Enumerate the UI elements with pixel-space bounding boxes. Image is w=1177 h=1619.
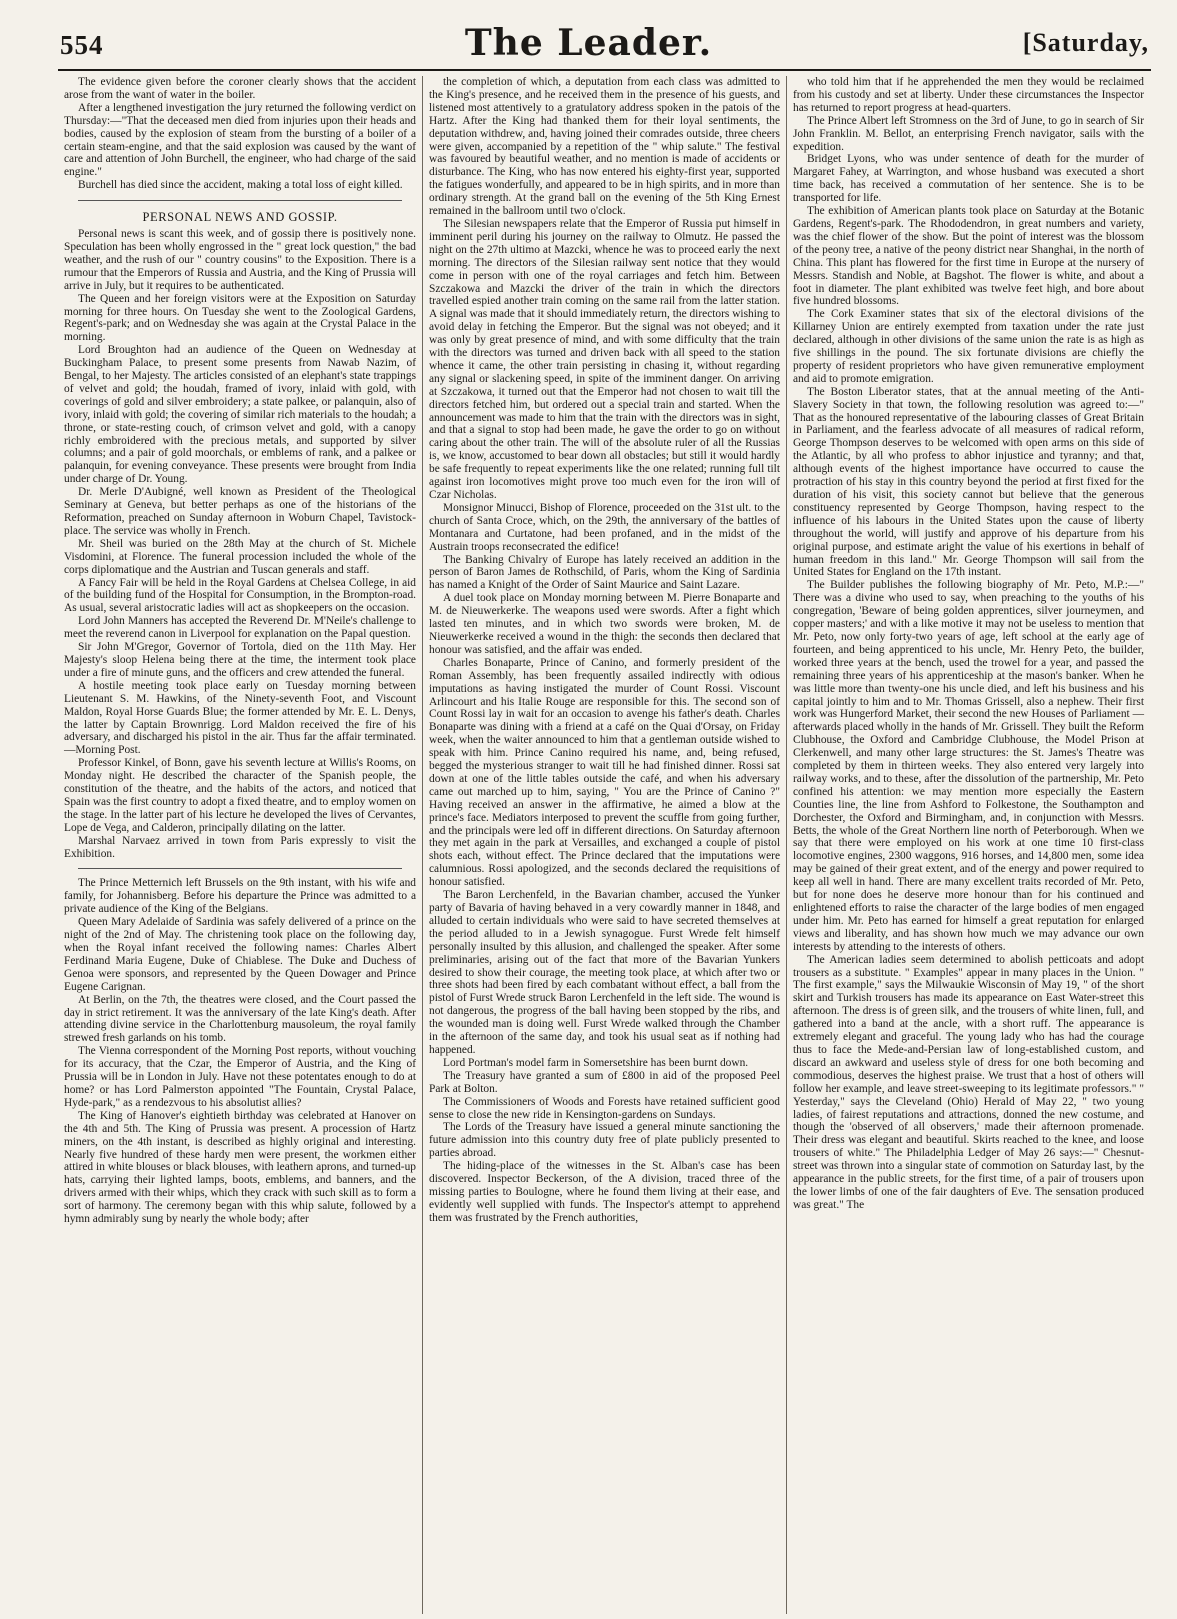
- article-paragraph: The evidence given before the coroner clearly shows that the accident arose from the want of water in the boiler.: [64, 76, 416, 101]
- article-paragraph: Queen Mary Adelaide of Sardinia was safely delivered of a prince on the night of the 2nd of May. The christening took place on the following day, when the Royal infant received the following names: Charles Albert Ferdinand Maria Eugene, Duke of Chiablese. The Duke and Duchess of Genoa were sponsors, and represented by the Queen Dowager and Prince Eugene Carignan.: [64, 916, 416, 993]
- section-divider: [78, 200, 402, 201]
- page-number: 554: [60, 30, 104, 60]
- article-paragraph: Mr. Sheil was buried on the 28th May at the church of St. Michele Visdomini, at Florence. The funeral procession included the whole of the corps diplomatique and the Austrian and Tuscan generals and staff.: [64, 537, 416, 576]
- article-paragraph: Lord Portman's model farm in Somersetshire has been burnt down.: [443, 1056, 749, 1069]
- article-paragraph: The Prince Albert left Stromness on the 3rd of June, to go in search of Sir John Franklin. M. Bellot, an enterprising French navigator, sails with the expedition.: [793, 114, 1144, 153]
- column-2: [422, 76, 786, 1614]
- article-paragraph: Lord John Manners has accepted the Reverend Dr. M'Neile's challenge to meet the reverend canon in Liverpool for explanation on the Papal question.: [64, 615, 416, 641]
- article-paragraph: The hiding-place of the witnesses in the St. Alban's case has been discovered. Inspector Beckerson, of the A division, traced three of the missing parties to Boulogne, where he found them living at their ease, and evidently well supplied with funds. The Inspector's attempt to apprehend them was frustrated by the French authorities,: [429, 1160, 780, 1224]
- article-paragraph: The Silesian newspapers relate that the Emperor of Russia put himself in imminent peril during his journey on the railway to Olmutz. He passed the night on the 27th ultimo at Mazcki, whence he was to proceed early the next morning. The directors of the Silesian railway sent notice that they would come in person with one of the royal carriages and fetch him. Between Szczakowa and Mazcki the driver of the train in which the directors travelled espied another train coming on the same rail from the latter station. A signal was made that it should immediately return, the directors wishing to avoid delay in fetching the Emperor. But the signal was not obeyed; and it was only by great presence of mind, and with some difficulty that the train with the directors was turned and driven back with all speed to the station whence it came, the other train persisting in chasing it, without regarding any signal or slackening speed, in spite of the imminent danger. On arriving at Szczakowa, it turned out that the Emperor had not chosen to wait till the directors fetched him, but ordered out a special train and started. When the announcement was made to him that the train with the directors was in sight, and that a signal to stop had been made, he gave the order to go on without caring about the other train. The will of the absolute ruler of all the Russias is, we know, accustomed to bear down all obstacles; but still it would hardly be safe frequently to repeat experiments like the one related; running full tilt against iron locomotives might prove too much even for the iron will of Czar Nicholas.: [429, 217, 780, 501]
- article-paragraph: The Builder publishes the following biography of Mr. Peto, M.P.:—" There was a divine who used to say, when preaching to the youths of his congregation, 'Beware of being golden apprentices, silver journeymen, and copper masters;' and with a like motive it may not be useless to mention that Mr. Peto, now only forty-two years of age, left school at the early age of fourteen, and being apprenticed to his uncle, Mr. Henry Peto, the builder, worked three years at the bench, used the trowel for a year, and passed the remaining three years of his apprenticeship at the mason's banker. When he was little more than twenty-one his uncle died, and left his business and his capital jointly to him and to Mr. Thomas Grissell, also a nephew. Their first work was Hungerford Market, their second the new Houses of Parliament —afterwards placed wholly in the hands of Mr. Grissell. They built the Reform Clubhouse, the Oxford and Cambridge Clubhouse, the Model Prison at Clerkenwell, and many other large structures: the St. James's Theatre was completed by them in thirteen weeks. They also entered very largely into railway works, and to these, after the dissolution of the partnership, Mr. Peto confined his attention: we may mention more especially the Eastern Counties line, the line from Ashford to Folkestone, the Southampton and Dorchester, the Oxford and Birmingham, and, in conjunction with Messrs. Betts, the whole of the Great Northern line north of Peterborough. When we say that there were employed on his work at one time 10 first-class locomotive engines, 2300 waggons, 916 horses, and 14,800 men, some idea may be gained of their great extent, and of the energy and power required to keep all well in hand. There are many excellent traits recorded of Mr. Peto, but for none does he deserve more honour than for his continued and enlightened efforts to raise the character of the large bodies of men engaged under him. Mr. Peto has earned for himself a great reputation for enlarged views and liberality, and has shown how much we may advance our own interests by attending to the interests of others.: [793, 579, 1144, 953]
- article-paragraph: who told him that if he apprehended the men they would be reclaimed from his custody and set at liberty. Under these circumstances the Inspector has returned to report progress at head-quarters.: [793, 76, 1144, 114]
- article-columns: [58, 76, 1151, 1614]
- article-paragraph: Dr. Merle D'Aubigné, well known as President of the Theological Seminary at Geneva, but better perhaps as one of the historians of the Reformation, preached on Sunday afternoon in Woburn Chapel, Tavistock-place. The service was wholly in French.: [64, 486, 416, 537]
- masthead: [0, 0, 1177, 66]
- article-paragraph: Professor Kinkel, of Bonn, gave his seventh lecture at Willis's Rooms, on Monday night. He described the character of the Spanish people, the constitution of the theatre, and the habits of the actors, and noticed that Spain was the first country to adopt a fixed theatre, and to employ women on the stage. In the latter part of his lecture he developed the lives of Cervantes, Lope de Vega, and Calderon, principally dilating on the latter.: [64, 757, 416, 834]
- article-paragraph: A hostile meeting took place early on Tuesday morning between Lieutenant S. M. Hawkins, of the Ninety-seventh Foot, and Viscount Maldon, Royal Horse Guards Blue; the former attended by Mr. E. L. Denys, the latter by Captain Brownrigg. Lord Maldon received the fire of his adversary, and discharged his pistol in the air. Thus far the affair terminated.—Morning Post.: [64, 679, 416, 757]
- column-1: [58, 76, 422, 1614]
- article-paragraph: Lord Broughton had an audience of the Queen on Wednesday at Buckingham Palace, to present some presents from Nawab Nazim, of Bengal, to her Majesty. The articles consisted of an elephant's state trappings of velvet and gold; the houdah, framed of ivory, inlaid with gold, with coverings of gold and silver embroidery; a state palkee, or palanquin, also of ivory, inlaid with gold; the covering of similar rich materials to the houdah; a throne, or state-resting couch, of crimson velvet and gold, with a canopy richly embroidered with the precious metals, and supported by silver columns; and a pair of gold moorchals, or emblems of rank, and a palkee or palanquin, for evening conveyance. These presents were brought from India under charge of Dr. Young.: [64, 344, 416, 486]
- article-paragraph: The King of Hanover's eightieth birthday was celebrated at Hanover on the 4th and 5th. The King of Prussia was present. A procession of Hartz miners, on the 4th instant, is described as highly original and interesting. Nearly five hundred of these hardy men were present, the workmen either attired in white blouses or black blouses, with leathern aprons, and turned-up hats, carrying their lighted lamps, boots, emblems, and banners, and the drivers armed with their whips, which they crack with such skill as to form a sort of harmony. The ceremony began with this whip salute, followed by a hymn admirably sung by nearly the whole body; after: [64, 1109, 416, 1226]
- article-paragraph: The Lords of the Treasury have issued a general minute sanctioning the future admission into this country duty free of plate publicly presented to parties abroad.: [429, 1121, 780, 1160]
- column-3: [786, 76, 1150, 1614]
- section-heading: PERSONAL NEWS AND GOSSIP.: [142, 210, 338, 225]
- article-paragraph: A Fancy Fair will be held in the Royal Gardens at Chelsea College, in aid of the building fund of the Hospital for Consumption, in the Brompton-road. As usual, several aristocratic ladies will act as shopkeepers on the occasion.: [64, 576, 416, 615]
- issue-day: [Saturday,: [1022, 28, 1149, 57]
- article-paragraph: The Treasury have granted a sum of £800 in aid of the proposed Peel Park at Bolton.: [429, 1069, 780, 1095]
- article-paragraph: The Banking Chivalry of Europe has lately received an addition in the person of Baron James de Rothschild, of Paris, whom the King of Sardinia has named a Knight of the Order of Saint Maurice and Saint Lazare.: [429, 553, 780, 592]
- article-paragraph: The Vienna correspondent of the Morning Post reports, without vouching for its accuracy, that the Czar, the Emperor of Austria, and the King of Prussia will be in London in July. Have not these potentates enough to do at home? or has Lord Palmerston appointed "The Fountain, Crystal Palace, Hyde-park," as a rendezvous to his absolutist allies?: [64, 1045, 416, 1109]
- article-paragraph: The Commissioners of Woods and Forests have retained sufficient good sense to close the new ride in Kensington-gardens on Sundays.: [429, 1095, 780, 1121]
- article-paragraph: Marshal Narvaez arrived in town from Paris expressly to visit the Exhibition.: [64, 834, 416, 860]
- article-paragraph: A duel took place on Monday morning between M. Pierre Bonaparte and M. de Nieuwerkerke. The weapons used were swords. After a fight which lasted ten minutes, and in which two swords were broken, M. de Nieuwerkerke received a wound in the thigh: the seconds then declared that honour was satisfied, and the affair was ended.: [429, 592, 780, 656]
- article-paragraph: the completion of which, a deputation from each class was admitted to the King's presence, and he received them in the presence of his guests, and listened most attentively to a gratulatory address spoken in the patois of the Hartz. After the King had thanked them for their loyal sentiments, the deputation withdrew, and, having joined their comrades outside, three cheers were given, accompanied by a repetition of the " whip salute." The festival was favoured by beautiful weather, and no mention is made of accidents or disturbance. The King, who has now entered his eighty-first year, supported the fatigues wonderfully, and appeared to be in high spirits, and in more than ordinary strength. At the grand ball on the evening of the 5th King Ernest remained in the ballroom until two o'clock.: [429, 76, 780, 218]
- article-paragraph: Charles Bonaparte, Prince of Canino, and formerly president of the Roman Assembly, has been frequently assailed indirectly with odious imputations as having instigated the murder of Count Rossi. Viscount Arlincourt and his Italie Rouge are responsible for this. The second son of Count Rossi lay in wait for an occasion to avenge his father's death. Charles Bonaparte was dining with a friend at a café on the Quai d'Orsay, on Friday week, when the waiter announced to him that a gentleman outside wished to speak with him. Prince Canino required his name, and, being refused, begged the mysterious stranger to wait till he had finished dinner. Rossi sat down at one of the little tables outside the café, and when his adversary came out marched up to him, saying, " You are the Prince of Canino ?" Having received an answer in the affirmative, he aimed a blow at the prince's face. Mediators interposed to prevent the scuffle from going further, and the principals were led off in different directions. On Saturday afternoon they met again in the park at Versailles, and exchanged a couple of pistol shots each, without effect. The Prince declared that the imputations were calumnious. Rossi apologized, and the seconds declared the requisitions of honour satisfied.: [429, 656, 780, 889]
- article-paragraph: The Boston Liberator states, that at the annual meeting of the Anti-Slavery Society in that town, the following resolution was agreed to:—" That as the honoured representative of the labouring classes of Great Britain in Parliament, and the fearless advocate of all measures of radical reform, George Thompson deserves to be welcomed with open arms on this side of the Atlantic, by all who profess to abhor injustice and tyranny; and that, although events of the highest importance have occurred to cause the protraction of his stay in this country beyond the period at first fixed for the duration of his visit, this society cannot but believe that the generous constituency represented by George Thompson, having respect to the influence of his labours in the United States upon the cause of liberty throughout the world, will justify and approve of his departure from his original purpose, and estimate aright the value of his exertions in behalf of human freedom in this land." Mr. George Thompson will sail from the United States for England on the 17th instant.: [793, 385, 1144, 579]
- article-paragraph: The Cork Examiner states that six of the electoral divisions of the Killarney Union are entirely exempted from taxation under the rate just declared, although in other divisions of the same union the rate is as high as five shillings in the pound. The six fortunate divisions are chiefly the property of resident proprietors who have given remunerative employment and aid to promote emigration.: [793, 308, 1144, 385]
- article-paragraph: Bridget Lyons, who was under sentence of death for the murder of Margaret Fahey, at Warrington, and whose husband was executed a short time back, has received a commutation of her sentence. She is to be transported for life.: [793, 153, 1144, 205]
- article-paragraph: The Queen and her foreign visitors were at the Exposition on Saturday morning for three hours. On Tuesday she went to the Zoological Gardens, Regent's-park; and on Wednesday she was again at the Crystal Palace in the morning.: [64, 292, 416, 344]
- article-paragraph: Monsignor Minucci, Bishop of Florence, proceeded on the 31st ult. to the church of Santa Croce, which, on the 29th, the anniversary of the battles of Montanara and Curtatone, had been profaned, and in the midst of the Austrain troops reconsecrated the edifice!: [429, 501, 780, 553]
- article-paragraph: The Prince Metternich left Brussels on the 9th instant, with his wife and family, for Johannisberg. Before his departure the Prince was admitted to a private audience of the King of the Belgians.: [64, 877, 416, 916]
- article-paragraph: The American ladies seem determined to abolish petticoats and adopt trousers as a substitute. " Examples" appear in many places in the Union. " The first example," says the Milwaukie Wisconsin of May 19, " of the short skirt and Turkish trousers has made its appearance on East Water-street this afternoon. The dress is of green silk, and the trousers of white linen, full, and gathered into a band at the ancle, with a short ruff. The appearance is extremely elegant and graceful. The young lady who has had the courage thus to face the Mede-and-Persian law of long-established custom, and discard an awkward and useless style of dress for one both becoming and commodious, deserves the highest praise. We trust that a host of others will follow her example, and leave street-sweeping to its legitimate professors." " Yesterday," says the Cleveland (Ohio) Herald of May 22, " two young ladies, of fairest reputations and attractions, donned the new costume, and though the 'observed of all observers,' made their afternoon promenade. Their dress was elegant and beautiful. Skirts reached to the knee, and loose trousers of white." The Philadelphia Ledger of May 26 says:—" Chesnut-street was thrown into a singular state of commotion on Saturday last, by the appearance in the public streets, for the first time, of a pair of trousers upon the lower limbs of one of the fair daughters of Eve. The sensation produced was great." The: [793, 953, 1144, 1211]
- article-paragraph: At Berlin, on the 7th, the theatres were closed, and the Court passed the day in strict retirement. It was the anniversary of the late King's death. After attending divine service in the Charlottenburg mausoleum, the royal family strewed fresh garlands on his tomb.: [64, 993, 416, 1045]
- article-paragraph: The exhibition of American plants took place on Saturday at the Botanic Gardens, Regent's-park. The Rhododendron, in great numbers and variety, was the chief flower of the show. But the point of interest was the blossom of the peony tree, a native of the peony district near Shanghai, in the north of China. This plant has flowered for the first time in Europe at the nursery of Messrs. Standish and Noble, at Bagshot. The flower is white, and about a foot in diameter. The plant exhibited was twelve feet high, and bore about five hundred blossoms.: [793, 205, 1144, 308]
- article-paragraph: Burchell has died since the accident, making a total loss of eight killed.: [78, 179, 403, 192]
- article-paragraph: The Baron Lerchenfeld, in the Bavarian chamber, accused the Yunker party of Bavaria of having behaved in a very cowardly manner in 1848, and alluded to certain individuals who were said to have secreted themselves at the period alluded to in a Jewish synagogue. Furst Wrede felt himself personally insulted by this allusion, and challenged the speaker. After some preliminaries, arising out of the fact that more of the Bavarian Yunkers desired to show their courage, the meeting took place, at which after two or three shots had been fired by each combatant without effect, a ball from the pistol of Furst Wrede struck Baron Lerchenfeld in the left side. The wound is not dangerous, the progress of the ball having been stopped by the ribs, and the wounded man is doing well. Furst Wrede walked through the Chamber in the afternoon of the same day, and took his usual seat as if nothing had happened.: [429, 889, 780, 1056]
- section-divider: [78, 868, 402, 869]
- newspaper-title: The Leader.: [464, 22, 713, 64]
- header-rule: [58, 69, 1151, 71]
- article-paragraph: Personal news is scant this week, and of gossip there is positively none. Speculation has been wholly engrossed in the " great lock question," the bad weather, and the rush of our " country cousins" to the Exposition. There is a rumour that the Emperors of Russia and Austria, and the King of Prussia will arrive in July, but it requires to be authenticated.: [64, 228, 416, 292]
- article-paragraph: After a lengthened investigation the jury returned the following verdict on Thursday:—"That the deceased men died from injuries upon their heads and bodies, caused by the explosion of steam from the bursting of a boiler of a certain steam-engine, and that the said explosion was caused by the want of care and attention of John Burchell, the engineer, who had charge of the said engine.": [64, 101, 416, 179]
- article-paragraph: Sir John M'Gregor, Governor of Tortola, died on the 11th May. Her Majesty's sloop Helena being there at the time, the interment took place under a fire of minute guns, and the officers and crew attended the funeral.: [64, 641, 416, 679]
